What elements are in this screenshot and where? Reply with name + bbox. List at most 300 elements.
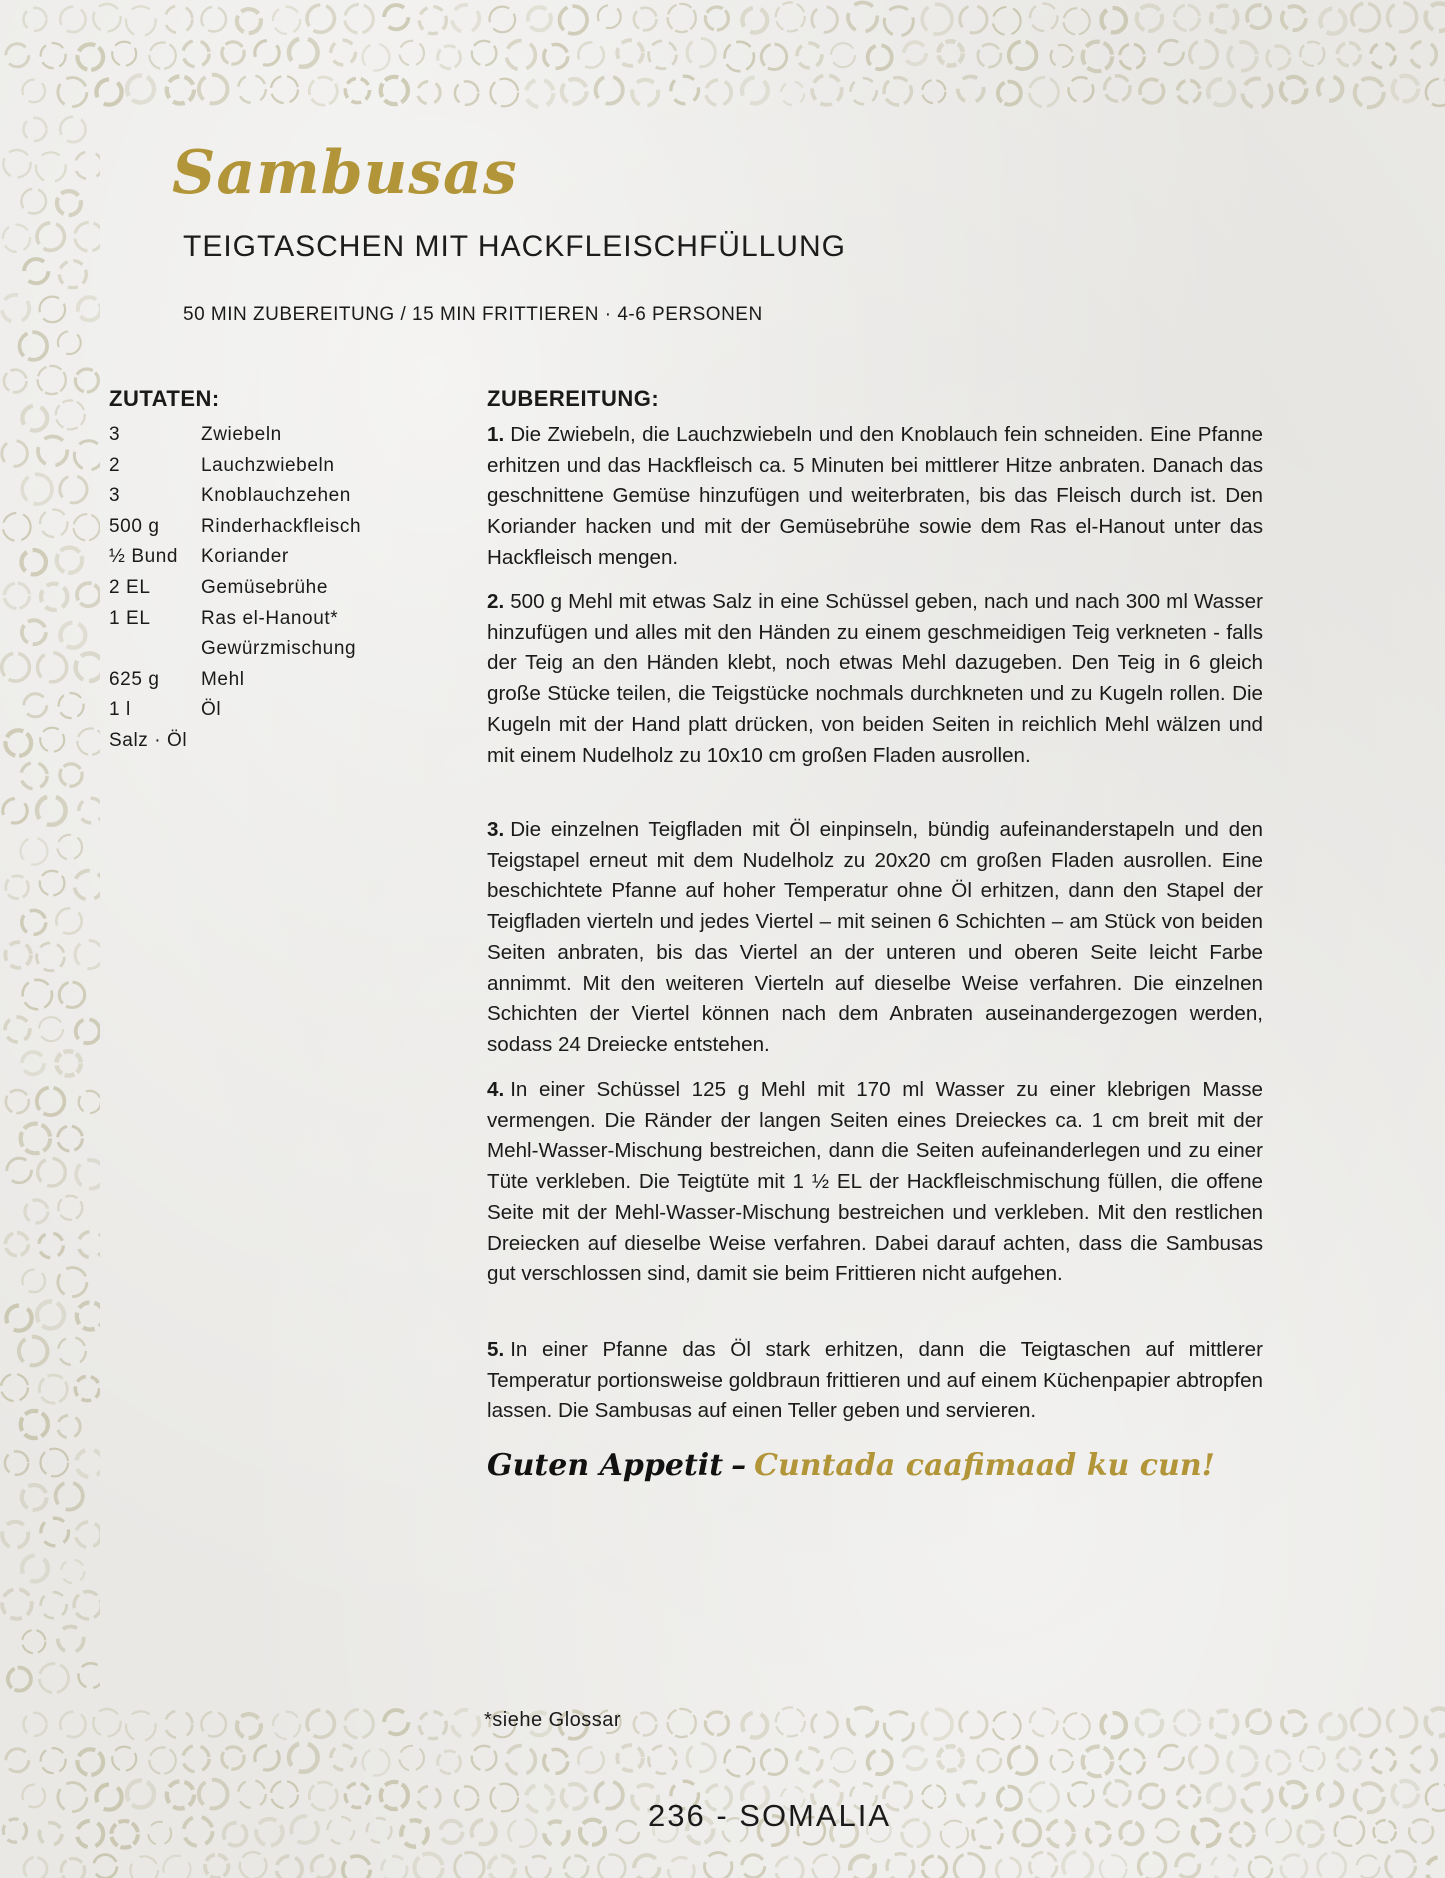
ring-ornament [126,1711,156,1741]
ring-ornament [1064,1713,1090,1739]
ring-ornament [452,5,479,32]
ring-ornament [148,1822,171,1845]
ring-ornament [222,1747,244,1769]
ring-ornament [60,764,82,786]
ring-ornament [978,1749,1001,1772]
ring-ornament [75,222,100,251]
ring-ornament [922,80,945,103]
ring-ornament [598,1855,625,1878]
ring-ornament [183,1746,209,1772]
ring-ornament [60,7,85,32]
ring-ornament [79,1663,101,1688]
step-text: Die Zwiebeln, die Lauchzwiebeln und den Knoblauch fein schneiden. Eine Pfanne erhitzen und das Hackfleisch ca. 5 Minuten bei mittlerer Hitze anbraten. Danach das geschnittene Gemüse hinzufügen und weiterbraten, bis das Fleisch durch ist. Den Koriander hacken und mit der Gemüsebrühe sowie dem Ras el-Hanout unter das Hackfleisch mengen. [487,423,1263,569]
ring-ornament [2,653,30,681]
ring-ornament [598,5,621,28]
ring-ornament [1159,1745,1184,1770]
ring-ornament [1051,1750,1073,1772]
ring-ornament [960,1711,987,1738]
ring-ornament [1105,1781,1130,1806]
ring-ornament [22,1630,45,1653]
ring-ornament [1426,79,1445,106]
ring-ornament [1083,1747,1113,1777]
ring-ornament [776,1857,803,1878]
ring-ornament [868,45,892,69]
step-number: 4. [487,1078,505,1101]
ring-ornament [58,78,87,107]
ring-ornament [77,583,100,606]
ring-ornament [452,1710,479,1737]
ingredient-row [109,546,439,577]
ring-ornament [993,1712,1021,1740]
ring-ornament [904,42,926,64]
ring-ornament [489,1856,515,1878]
ring-ornament [851,78,877,104]
ring-ornament [39,1017,63,1041]
ring-ornament [21,763,47,789]
ring-ornament [57,835,82,860]
ring-ornament [39,1375,67,1403]
ring-ornament [167,76,194,103]
ring-ornament [526,1785,553,1812]
ring-ornament [922,1709,952,1739]
ring-ornament [1393,76,1419,102]
ring-ornament [256,1819,282,1845]
ring-ornament [367,1818,391,1842]
ingredient-name: Gemüsebrühe [201,576,329,598]
ring-ornament [289,38,318,67]
ring-ornament [255,1746,279,1770]
step-number: 5. [487,1338,505,1361]
ring-ornament [93,1855,117,1878]
ring-ornament [22,620,46,644]
ring-ornament [761,44,786,69]
ring-ornament [544,44,568,68]
ring-ornament [165,1711,192,1738]
ring-ornament [472,41,497,66]
ring-ornament [60,623,85,648]
ring-ornament [1211,6,1237,32]
step-text: In einer Schüssel 125 g Mehl mit 170 ml Wasser zu einer klebrigen Masse vermengen. Die Ränder der langen Seiten eines Dreieckes ca. 1 cm breit mit der Mehl-Wasser-Mischung bestreichen, dann die Seiten aufeinanderlegen und zu einer Tüte verkleben. Die Teigtüte mit 1 ½ EL der Hackfleischmischung füllen, die offene Seite mit der Mehl-Wasser-Mischung bestreichen und verkleben. Mit den restlichen Dreiecken auf dieselbe Weise verfahren. Dabei darauf achten, dass die Sambusas gut verschlossen sind, damit sie beim Frittieren nicht aufgehen. [487,1078,1263,1286]
ring-ornament [24,1713,47,1736]
ring-ornament [1176,1854,1199,1877]
ring-ornament [544,1821,568,1845]
ring-ornament [39,1664,68,1693]
ring-ornament [1140,1784,1164,1808]
ring-ornament [578,1747,603,1772]
ring-ornament [438,46,461,69]
ring-ornament [345,4,374,33]
ring-ornament [1105,76,1130,101]
ring-ornament [77,1302,100,1329]
ring-ornament [237,1714,261,1738]
ring-ornament [255,41,279,65]
ring-ornament [19,1337,48,1366]
ring-ornament [37,943,65,971]
ring-ornament [77,728,100,754]
ring-ornament [273,1712,300,1739]
ring-ornament [381,1782,408,1809]
ring-ornament [1212,1855,1238,1878]
ring-ornament [1029,78,1058,107]
ring-ornament [126,6,156,36]
ring-ornament [1320,9,1345,34]
decorative-border-left [0,110,100,1705]
ring-ornament [812,7,838,33]
ring-ornament [22,550,46,574]
ring-ornament [1247,1710,1270,1733]
ring-ornament [1426,1857,1445,1878]
ring-ornament [1174,1710,1199,1735]
ring-ornament [58,1196,82,1220]
ring-ornament [1190,40,1218,68]
ring-ornament [2,1522,28,1548]
ring-ornament [902,1820,929,1847]
ingredients-heading: ZUTATEN: [109,386,220,411]
ring-ornament [1063,1852,1092,1878]
ring-ornament [58,1126,83,1151]
ring-ornament [25,1200,48,1223]
ring-ornament [419,7,446,34]
ring-ornament [1318,77,1342,101]
ring-ornament [183,41,209,67]
ring-ornament [41,584,67,610]
decorative-border-bottom [0,1705,1445,1878]
ring-ornament [6,1306,31,1331]
ring-ornament [78,1749,104,1775]
ring-ornament [3,799,27,823]
ring-ornament [57,191,81,215]
ring-ornament [491,1784,519,1812]
ring-ornament [78,44,104,70]
ring-ornament [343,1856,370,1878]
ring-ornament [271,1781,298,1808]
ring-ornament [21,1411,48,1438]
ring-ornament [491,79,519,107]
ring-ornament [75,1376,99,1400]
ring-ornament [1243,1784,1272,1813]
ring-ornament [127,1781,154,1808]
ring-ornament [41,1518,69,1546]
step-text: Die einzelnen Teigfladen mit Öl einpinseln, bündig aufeinanderstapeln und den Teigstapel erneut mit dem Nudelholz zu 20x20 cm großen Fladen ausrollen. Eine beschichtete Pfanne auf hoher Temperatur ohne Öl erhitzen, dann den Stapel der Teigfladen vierteln und jedes Viertel – mit seinen 6 Schichten – am Stück von beiden Seiten anbraten, bis das Viertel an der unteren und oberen Seite leicht Farbe annimmt. Mit den weiteren Vierteln auf dieselbe Weise verfahren. Die einzelnen Schichten der Viertel können nach dem Anbraten auseinandergezogen werden, sodass 24 Dreiecke entstehen. [487,818,1263,1056]
ring-ornament [309,1782,337,1810]
ring-ornament [20,332,48,360]
ring-ornament [1208,79,1234,105]
ring-ornament [848,1708,877,1737]
ring-ornament [36,152,66,182]
ring-ornament [1426,1708,1445,1736]
ring-ornament [167,1781,194,1808]
ring-ornament [39,1233,64,1258]
ring-ornament [742,8,767,33]
ring-ornament [3,225,30,252]
ring-ornament [237,9,261,33]
ring-ornament [797,1748,822,1773]
step-1 [487,420,1263,574]
ring-ornament [998,1787,1021,1810]
ring-ornament [8,1668,31,1691]
ring-ornament [77,1821,103,1847]
ring-ornament [74,871,100,900]
ring-ornament [526,80,553,107]
ring-ornament [22,910,46,934]
ring-ornament [998,82,1021,105]
ring-ornament [1140,79,1164,103]
ingredient-qty: Salz · Öl [109,729,188,751]
ring-ornament [222,42,244,64]
ring-ornament [1371,1748,1396,1773]
ring-ornament [40,871,65,896]
ring-ornament [58,1337,86,1365]
ring-ornament [38,437,67,466]
ring-ornament [76,653,100,681]
ring-ornament [199,75,228,104]
ring-ornament [1009,42,1037,70]
ring-ornament [5,942,31,968]
step-3 [487,815,1263,1061]
step-text: In einer Pfanne das Öl stark erhitzen, dann die Teigtaschen auf mittlerer Temperatur portionsweise goldbraun frittieren und auf einem Küchenpapier abtropfen lassen. Die Sambusas auf einen Teller geben und servieren. [487,1338,1263,1423]
ring-ornament [1409,1819,1433,1843]
ring-ornament [24,259,48,283]
ring-ornament [75,369,98,392]
ring-ornament [922,4,952,34]
ring-ornament [399,41,424,66]
ring-ornament [1030,1709,1057,1736]
ring-ornament [59,261,86,288]
ring-ornament [562,79,587,104]
ring-ornament [276,1856,302,1878]
ring-ornament [93,4,120,31]
ring-ornament [1426,3,1445,31]
ring-ornament [564,1856,588,1878]
ingredient-qty: 3 [109,424,121,445]
ingredient-row [109,485,439,516]
ring-ornament [401,1820,427,1846]
ring-ornament [271,76,298,103]
ring-ornament [1178,1785,1200,1807]
ring-ornament [1159,40,1184,65]
ring-ornament [634,1855,659,1878]
ring-ornament [632,80,658,106]
ring-ornament [1267,46,1290,69]
ring-ornament [41,1449,69,1477]
ring-ornament [1386,1851,1416,1878]
ingredient-row [109,638,439,669]
ring-ornament [490,7,516,33]
ring-ornament [59,982,84,1007]
ring-ornament [56,908,81,933]
ring-ornament [578,42,603,67]
ring-ornament [668,1709,696,1737]
ring-ornament [649,1746,677,1774]
ring-ornament [1190,1745,1218,1773]
ring-ornament [1410,1747,1436,1773]
ring-ornament [309,77,337,105]
ring-ornament [184,1817,213,1846]
ring-ornament [3,513,31,541]
ring-ornament [345,78,369,102]
ring-ornament [93,1709,120,1736]
ring-ornament [5,1233,28,1256]
ring-ornament [526,1856,550,1878]
ring-ornament [455,81,478,104]
preparation-heading: ZUBEREITUNG: [487,386,660,411]
ring-ornament [1009,1747,1037,1775]
ring-ornament [1298,1821,1323,1846]
ring-ornament [58,1268,87,1297]
ring-ornament [4,583,29,608]
ring-ornament [1030,4,1057,31]
ring-ornament [687,1744,715,1772]
ring-ornament [1120,44,1145,69]
ring-ornament [382,1856,407,1878]
ring-ornament [1139,1853,1166,1878]
ring-ornament [958,77,984,103]
ring-ornament [4,370,27,393]
ingredient-row [109,669,439,700]
ring-ornament [74,441,100,470]
ring-ornament [165,6,192,33]
ring-ornament [440,1821,462,1843]
ring-ornament [22,474,52,504]
ingredient-name: Gewürzmischung [201,638,357,660]
ring-ornament [24,8,47,31]
ring-ornament [384,1710,408,1734]
ring-ornament [978,44,1001,67]
ring-ornament [506,41,535,70]
step-text: 500 g Mehl mit etwas Salz in eine Schüssel geben, nach und nach 300 ml Wasser hinzufügen und alles mit den Händen zu einem geschmeidigen Teig verkneten - falls der Teig an den Händen klebt, noch etwas Mehl dazugeben. Den Teig in 6 gleich große Stücke teilen, die Teigstücke nochmals durchkneten und zu Kugeln rollen. Die Kugeln mit der Hand platt drücken, von beiden Seiten in reichlich Mehl wälzen und mit einem Nudelholz zu 10x10 cm großen Fladen ausrollen. [487,590,1263,767]
ring-ornament [76,1522,100,1547]
ring-ornament [1069,1782,1094,1807]
ring-ornament [1014,1820,1040,1846]
ring-ornament [1266,1818,1290,1842]
ingredient-row [109,699,439,730]
ring-ornament [1426,1784,1445,1811]
ring-ornament [1281,1855,1307,1878]
ring-ornament [2,295,29,322]
ingredient-row [109,424,439,455]
ring-ornament [291,1816,318,1843]
ring-ornament [596,1781,623,1808]
ring-ornament [224,1823,247,1846]
ring-ornament [112,42,136,66]
ring-ornament [1193,1820,1220,1847]
ring-ornament [668,1857,694,1878]
ring-ornament [617,1821,639,1843]
ring-ornament [76,1450,100,1477]
ring-ornament [887,1854,914,1878]
ring-ornament [1069,77,1094,102]
ring-ornament [1178,80,1200,102]
ring-ornament [399,1746,424,1771]
ring-ornament [560,6,588,34]
ring-ornament [1282,6,1306,30]
ring-ornament [1087,1823,1110,1846]
ring-ornament [240,1852,267,1878]
ring-ornament [1,1374,28,1401]
ring-ornament [1320,1714,1345,1739]
ring-ornament [40,510,67,537]
ring-ornament [544,1749,568,1773]
ingredient-row [109,455,439,486]
ring-ornament [37,796,66,825]
ring-ornament [904,1747,926,1769]
ring-ornament [705,1712,728,1735]
ring-ornament [58,1783,87,1812]
ring-ornament [938,41,962,65]
ring-ornament [884,7,913,36]
closing-somali: Cuntada caafimaad ku cun! [754,1448,1215,1483]
ingredient-qty: 1 EL [109,607,151,629]
ring-ornament [1388,1708,1417,1737]
ring-ornament [76,1160,100,1189]
ring-ornament [199,1780,228,1809]
ring-ornament [111,1821,138,1848]
step-2 [487,587,1263,771]
ingredient-list [109,424,439,761]
ring-ornament [1249,1857,1272,1878]
ring-ornament [509,1819,537,1847]
ring-ornament [38,366,66,394]
ring-ornament [22,1270,45,1293]
ring-ornament [58,1627,84,1653]
ring-ornament [1393,1781,1419,1807]
ring-ornament [1357,1855,1380,1878]
ring-ornament [1371,43,1396,68]
ring-ornament [76,1019,100,1043]
ring-ornament [528,7,551,30]
ring-ornament [384,5,408,29]
ring-ornament [1211,1711,1237,1737]
ring-ornament [725,42,754,71]
ring-ornament [7,1158,32,1183]
ring-ornament [60,117,85,142]
ingredient-row [109,577,439,608]
ring-ornament [57,548,82,573]
ring-ornament [776,1707,805,1736]
ring-ornament [1120,1822,1142,1844]
ring-ornament [24,118,47,141]
ring-ornament [21,1124,51,1154]
ring-ornament [884,1712,913,1741]
ring-ornament [1228,42,1257,71]
ring-ornament [954,1854,984,1878]
ring-ornament [742,78,768,104]
ring-ornament [831,43,855,67]
recipe-meta: 50 MIN ZUBEREITUNG / 15 MIN FRITTIEREN · 4-6 PERSONEN [183,304,763,325]
ingredient-row [109,608,439,639]
ring-ornament [617,40,643,66]
ring-ornament [40,728,64,752]
ingredient-name: Öl [201,699,222,721]
ring-ornament [1156,1819,1179,1842]
ring-ornament [201,1712,226,1737]
ring-ornament [74,1592,100,1619]
ring-ornament [363,1749,390,1776]
ingredient-qty: ½ Bund [109,546,179,568]
ring-ornament [419,1712,446,1739]
ingredient-name: Rinderhackfleisch [201,515,362,537]
ring-ornament [705,1853,732,1878]
ring-ornament [22,1485,47,1510]
ring-ornament [958,1782,984,1808]
ring-ornament [127,76,154,103]
ring-ornament [38,653,67,682]
ring-ornament [58,331,81,354]
ring-ornament [201,7,226,32]
ring-ornament [1300,42,1324,66]
ingredient-row [109,730,439,761]
ring-ornament [238,1780,266,1808]
